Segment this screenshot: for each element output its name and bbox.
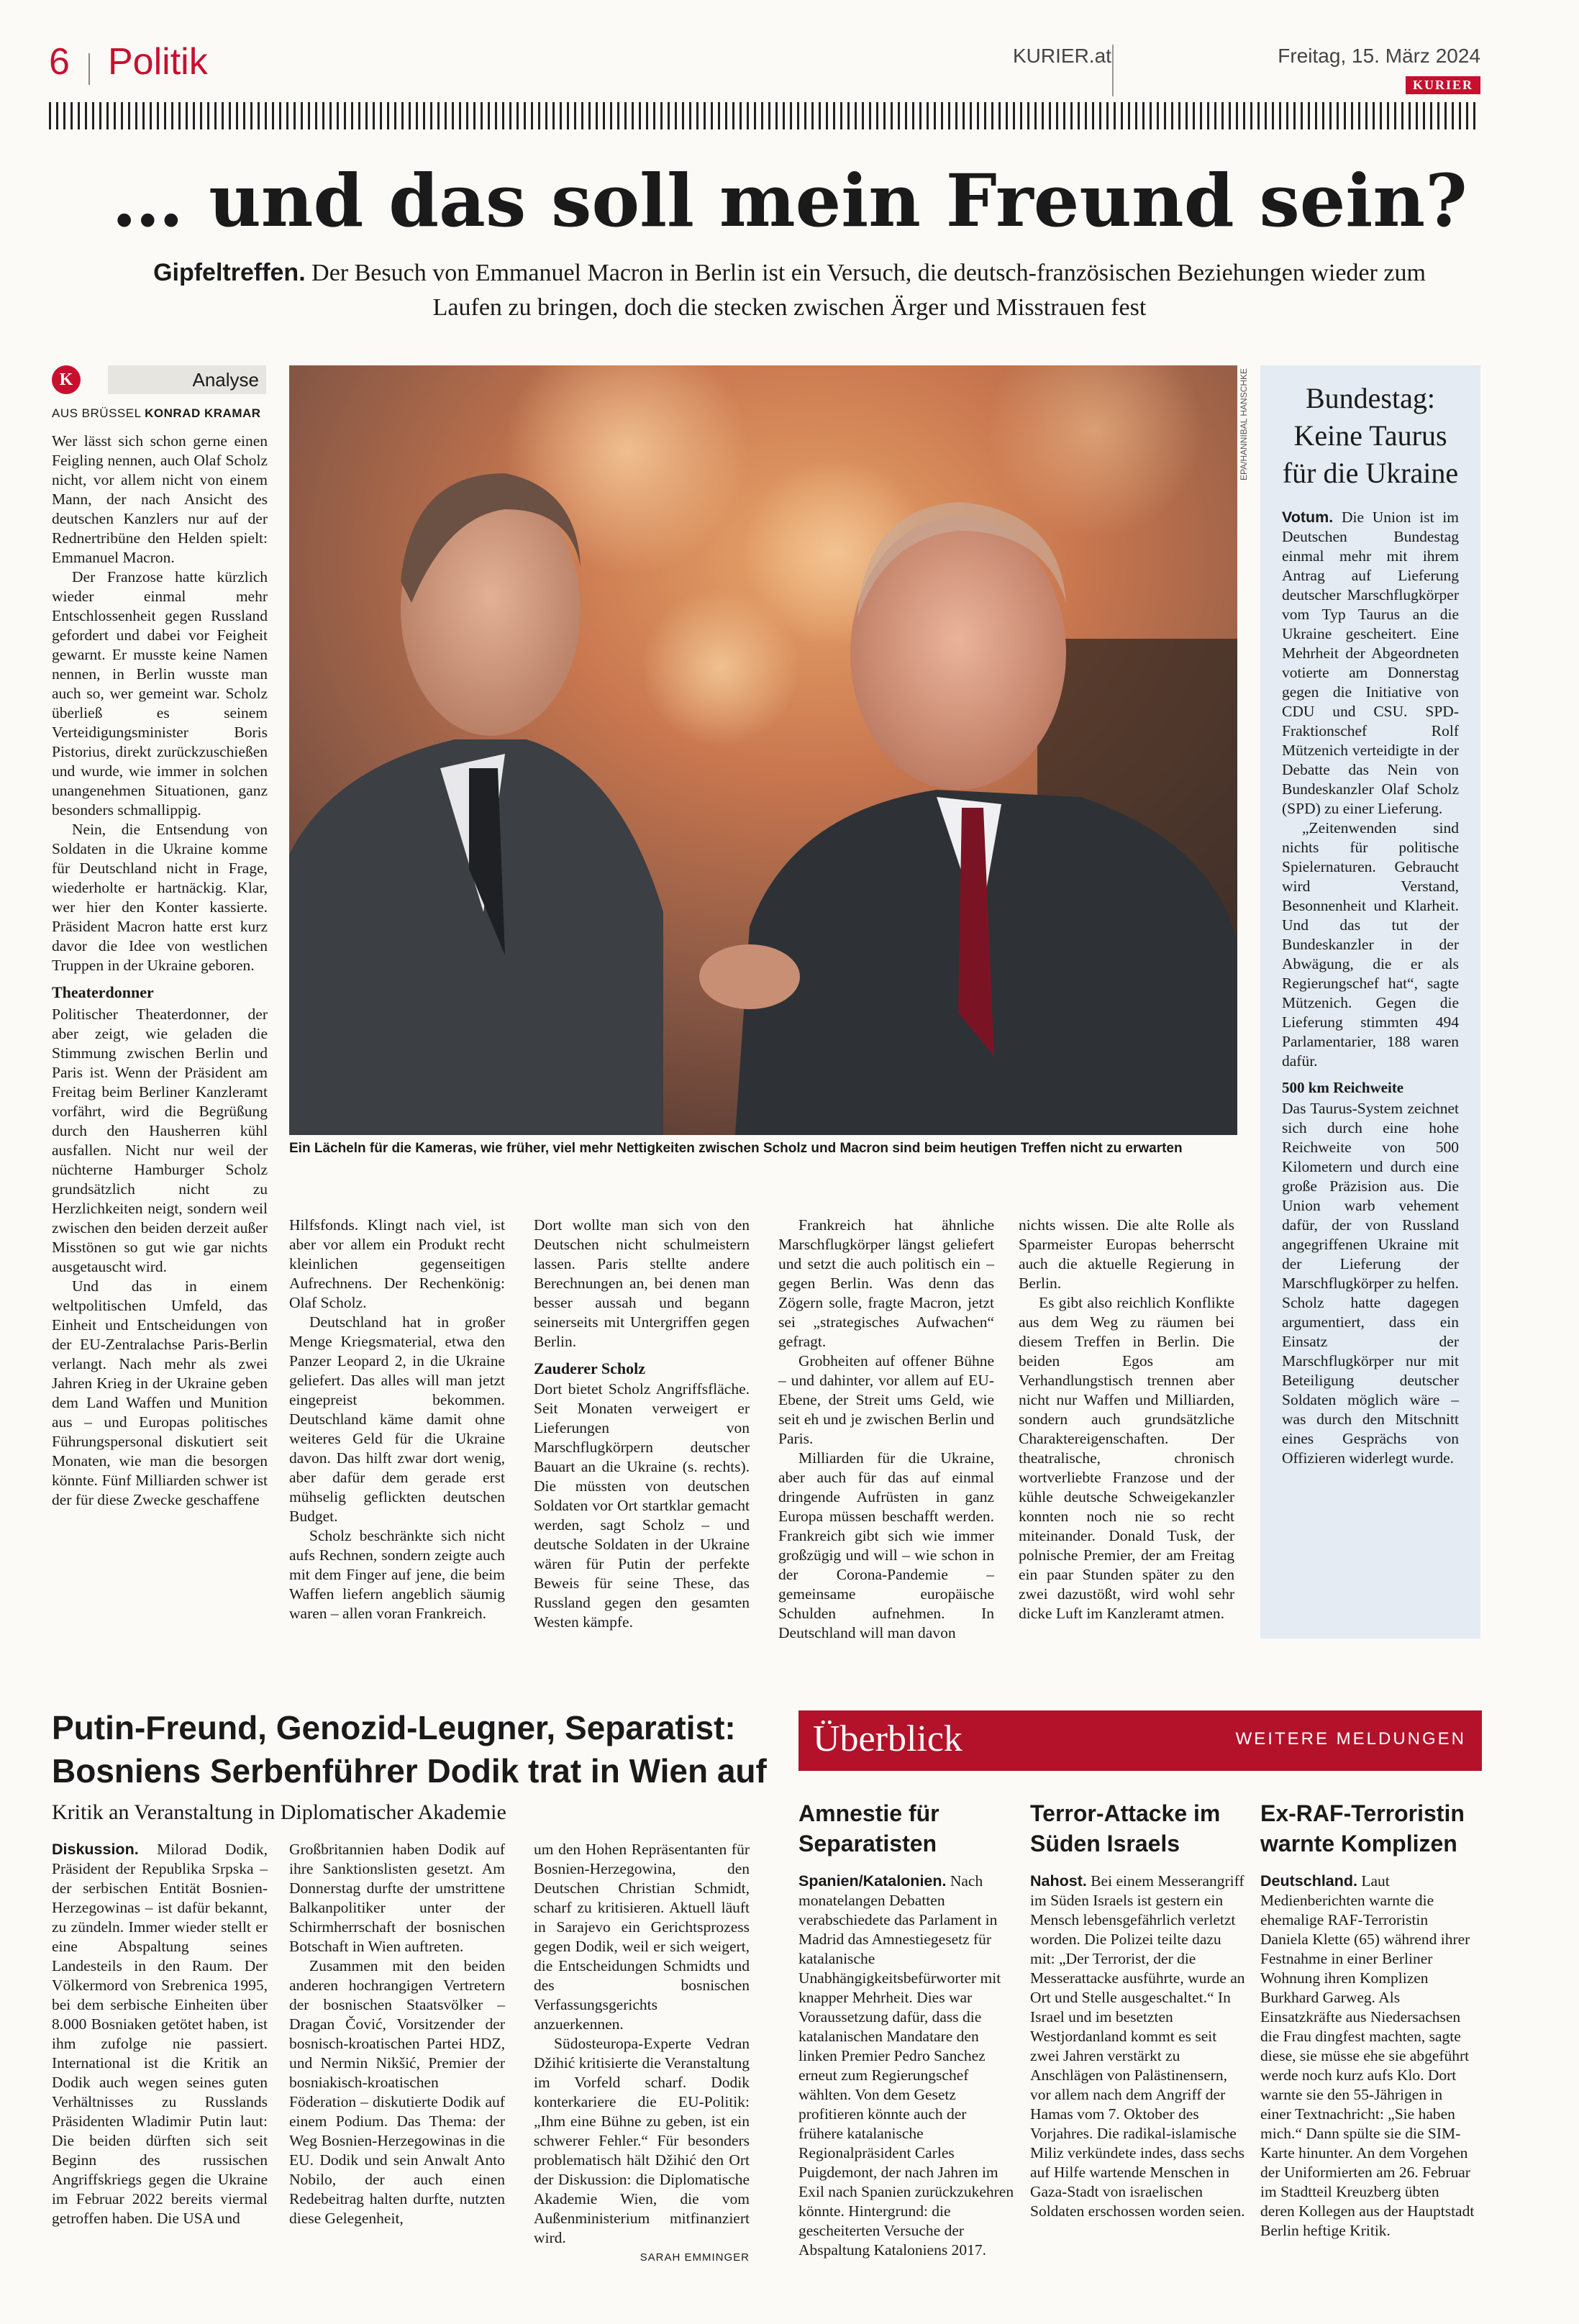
news-brief-body: Nach monatelangen Debatten verabschiedete das Parlament in Madrid das Amnestiegesetz für katalanische Unabhängigkeitsbefürworter mit knapper Mehrheit. Dies war Voraussetzung dafür, dass die katalanischen Mandatare den linken Premier Pedro Sanchez erneut zum Regierungschef wählten. Von dem Gesetz profitieren könnte auch der frühere katalanische Regionalpräsident Carles Puigdemont, der nach Jahren im Exil nach Spanien zurückzukehren könnte. Hintergrund: die gescheiterten Versuche der Abspaltung Kataloniens 2017. — [798, 1872, 1014, 2259]
sidebar-box — [1260, 365, 1480, 1639]
issue-date: Freitag, 15. März 2024 — [1278, 45, 1480, 67]
article-paragraph: Scholz beschränkte sich nicht aufs Rechnen, sondern zeigte auch mit dem Finger auf jene, die beim Waffen liefern angeblich säumig waren – allen voran Frankreich. — [289, 1527, 505, 1622]
article-paragraph: Und das in einem weltpolitischen Umfeld, das Einheit und Entscheidungen von der EU-Zentralachse Paris-Berlin verlangt. Nach mehr als zwei Jahren Krieg in der Ukraine geben dem Land Waffen und Munition aus – und Europas politisches Führungspersonal diskutiert seit Monaten, wie man die besorgen könnte. Fünf Milliarden schwer ist der für diese Zwecke geschaffene — [52, 1277, 268, 1508]
news-brief-headline: Amnestie für Separatisten — [798, 1800, 939, 1856]
article-paragraph: Es gibt also reichlich Konflikte aus dem Weg zu räumen bei diesem Treffen in Berlin. Die beiden Egos am Verhandlungstisch trennen aber nicht nur Waffen und Milliarden, sondern auch grundsätzliche Charaktereigenschaften. Der theatralische, chronisch wortverliebte Franzose und der kühle deutsche Schweigekanzler konnten noch nie so recht miteinander. Donald Tusk, der polnische Premier, der am Freitag ein paar Stunden später zu den zwei dazustößt, wird wohl sehr dicke Luft im Kanzleramt atmen. — [1019, 1294, 1234, 1622]
bosnia-author: SARAH EMMINGER — [640, 2251, 750, 2264]
bosnia-paragraph: Südosteuropa-Experte Vedran Džihić kritisierte die Veranstaltung im Vorfeld scharf. Dodik konterkariere die EU-Politik: „Ihm eine Bühne zu geben, ist ein schwerer Fehler.“ Für besonders problematisch hält Džihić den Ort der Diskussion: die Diplomatische Akademie Wien, die vom Außenministerium mitfinanziert wird. — [534, 2035, 750, 2246]
news-brief-text — [798, 1872, 1014, 2260]
kurier-k-icon: K — [52, 365, 81, 394]
header-tick-rule — [49, 102, 1480, 129]
news-brief — [1260, 1798, 1476, 2241]
bosnia-headline-line: Putin-Freund, Genozid-Leugner, Separatist: — [52, 1709, 736, 1746]
sidebar-lead: Votum. — [1282, 509, 1334, 526]
news-brief-text — [1030, 1872, 1246, 2221]
news-brief — [798, 1798, 1014, 2260]
sidebar-subheading: 500 km Reichweite — [1282, 1079, 1404, 1096]
byline — [52, 406, 261, 421]
article-paragraph: Deutschland hat in großer Menge Kriegsmaterial, etwa den Panzer Leopard 2, in die Ukraine geliefert. Das alles will man jetzt eingepreist bekommen. Deutschland käme damit ohne weiteres Geld für die Ukraine davon. Das hilft zwar dort wenig, aber dafür dem gerade erst mühselig geflickten deutschen Budget. — [289, 1313, 505, 1525]
page-number-divider — [88, 53, 90, 85]
page-header — [49, 40, 1480, 134]
article-paragraph: Grobheiten auf offener Bühne – und dahinter, vor allem auf EU-Ebene, der Streit ums Geld, wie seit eh und je zwischen Berlin und Paris. — [778, 1352, 994, 1447]
article-paragraph: nichts wissen. Die alte Rolle als Sparmeister Europas beherrscht auch die aktuelle Regierung in Berlin. — [1019, 1216, 1234, 1292]
sidebar-title: Bundestag: Keine Taurus für die Ukraine — [1282, 382, 1459, 489]
photo-caption: Ein Lächeln für die Kameras, wie früher, viel mehr Nettigkeiten zwischen Scholz und Macron sind beim heutigen Treffen nicht zu erwarten — [289, 1141, 1183, 1156]
subheading-zauderer: Zauderer Scholz — [534, 1359, 646, 1377]
article-paragraph: Hilfsfonds. Klingt nach viel, ist aber vor allem ein Produkt recht kleinlichen gegenseitigen Aufrechnens. Der Rechenkönig: Olaf Scholz. — [289, 1216, 505, 1311]
article-paragraph: Frankreich hat ähnliche Marschflugkörper längst geliefert und setzt die auch politisch ein – gegen Berlin. Was denn das Zögern solle, fragte Macron, jetzt sei „strategisches Aufwachen“ gefragt. — [778, 1216, 994, 1350]
sidebar-text: Die Union ist im Deutschen Bundestag einmal mehr mit ihrem Antrag auf Lieferung deutscher Marschflugkörper vom Typ Taurus an die Ukraine gescheitert. Eine Mehrheit der Abgeordneten votierte am Donnerstag gegen die Initiative von CDU und CSU. SPD-Fraktionschef Rolf Mützenich verteidigte in der Debatte das Nein von Bundeskanzler Olaf Scholz (SPD) zu einer Lieferung. — [1282, 509, 1459, 817]
article-paragraph: Milliarden für die Ukraine, aber auch für das auf einmal dringende Aufrüsten in ganz Europa müssen beschafft werden. Frankreich gibt sich wie immer großzügig und will – wie schon in der Corona-Pandemie – gemeinsame europäische Schulden aufnehmen. In Deutschland will man davon — [778, 1449, 994, 1641]
subheadline-text: Der Besuch von Emmanuel Macron in Berlin ist ein Versuch, die deutsch-französischen Beziehungen wieder zum Laufen zu bringen, doch die stecken zwischen Ärger und Misstrauen fest — [305, 260, 1426, 321]
news-brief — [1030, 1798, 1246, 2221]
subheadline — [144, 255, 1435, 325]
weitere-meldungen-label: WEITERE MELDUNGEN — [1235, 1729, 1466, 1749]
article-paragraph: Wer lässt sich schon gerne einen Feigling nennen, auch Olaf Scholz nicht, vor allem nicht von einem Mann, der nach Ansicht des deutschen Kanzlers nur auf der Rednertribüne den Helden spielt: Emmanuel Macron. — [52, 432, 268, 566]
ueberblick-bar — [798, 1710, 1482, 1771]
bosnia-headline — [52, 1706, 771, 1792]
bosnia-paragraph: Zusammen mit den beiden anderen hochrangigen Vertretern der bosnischen Staatsvölker – Dragan Čović, Vorsitzender der bosnisch-kroatischen Partei HDZ, und Nermin Nikšić, Premier der bosniakisch-kroatischen Föderation – diskutierte Dodik auf einem Podium. Das Thema: der Weg Bosnien-Herzegowinas in die EU. Dodik und sein Anwalt Anto Nobilo, der auch einen Redebeitrag halten durfte, nutzten diese Gelegenheit, — [289, 1957, 505, 2227]
analyse-label: Analyse — [108, 365, 266, 394]
article-column-1b — [52, 1005, 268, 1510]
section-title: Politik — [108, 41, 208, 83]
article-paragraph: Der Franzose hatte kürzlich wieder einmal mehr Entschlossenheit gegen Russland gefordert und dabei vor Feigheit gewarnt. Er musste keine Namen nennen, in Berlin wusste man auch so, wer gemeint war. Scholz überließ es seinem Verteidigungsminister Boris Pistorius, direkt zurückzuschießen und wurde, wie immer in solchen unangenehmen Situationen, ganz besonders schmallippig. — [52, 568, 268, 819]
photo-credit: EPA/HANNIBAL HANSCHKE — [1239, 368, 1249, 480]
bosnia-paragraph: um den Hohen Repräsentanten für Bosnien-Herzegowina, den Deutschen Christian Schmidt, scharf zu kritisieren. Aktuell läuft in Sarajevo ein Gerichtsprozess gegen Dodik, weil er sich weigert, die Entscheidungen Schmidts und des bosnischen Verfassungsgerichts anzuerkennen. — [534, 1841, 750, 2033]
bosnia-column-3 — [534, 1840, 750, 2267]
news-brief-body: Bei einem Messerangriff im Süden Israels ist gestern ein Mensch lebensgefährlich verletzt worden. Die Polizei teilte dazu mit: „Der Terrorist, der die Messerattacke ausführte, wurde an Ort und Stelle ausgeschaltet.“ In Israel und im besetzten Westjordanland kommt es seit zwei Jahren verstärkt zu Anschlägen von Palästinensern, vor allem nach dem Angriff der Hamas vom 7. Oktober des Vorjahres. Die radikal-islamische Miliz verkündete indes, dass sechs auf Hilfe wartende Menschen in Gaza-Stadt von israelischen Soldaten erschossen worden seien. — [1030, 1872, 1245, 2220]
bosnia-deck: Kritik an Veranstaltung in Diplomatischer Akademie — [52, 1800, 506, 1824]
page-number: 6 — [49, 41, 70, 83]
article-column-5 — [1019, 1216, 1234, 1623]
news-brief-lead: Spanien/Katalonien. — [798, 1872, 947, 1890]
header-divider — [1112, 45, 1114, 96]
bosnia-paragraph — [52, 1840, 268, 2228]
brand-logo: KURIER — [1406, 76, 1480, 94]
sidebar-paragraph — [1282, 508, 1459, 819]
news-brief-headline: Ex-RAF-Terroristin warnte Komplizen — [1260, 1800, 1465, 1856]
site-url: KURIER.at — [1013, 45, 1111, 67]
sidebar-paragraph: „Zeitenwenden sind nichts für politische Spielernaturen. Gebraucht wird Verstand, Besonnenheit und Klarheit. Und das tut der Bundeskanzler in der Abwägung, die er als Regierungschef hat“, sagte Mützenich. Gegen die Lieferung stimmten 494 Parlamentarier, 188 waren dafür. — [1282, 819, 1459, 1070]
bosnia-headline-line: Bosniens Serbenführer Dodik trat in Wien auf — [52, 1752, 767, 1790]
news-brief-text — [1260, 1872, 1476, 2241]
article-column-4 — [778, 1216, 994, 1643]
headline: … und das soll mein Freund sein? — [112, 158, 1467, 243]
byline-author: KONRAD KRAMAR — [145, 406, 261, 420]
byline-place: AUS BRÜSSEL — [52, 406, 141, 420]
ueberblick-title: Überblick — [813, 1718, 963, 1759]
photo-scholz-macron — [289, 365, 1237, 1135]
sidebar-paragraph: Das Taurus-System zeichnet sich durch eine hohe Reichweite von 500 Kilometern und durch eine große Präzision aus. Die Union warb vehement dafür, der von Russland angegriffenen Ukraine mit der Lieferung der Marschflugkörper zu helfen. Scholz hatte dagegen argumentiert, dass ein Einsatz der Marschflugkörper nur mit Beteiligung deutscher Soldaten möglich wäre – was durch den Mitschnitt eines Gesprächs von Offizieren widerlegt wurde. — [1282, 1100, 1459, 1467]
article-column-2 — [289, 1216, 505, 1623]
news-brief-lead: Nahost. — [1030, 1872, 1087, 1890]
bosnia-column-1 — [52, 1840, 268, 2228]
news-brief-headline: Terror-Attacke im Süden Israels — [1030, 1800, 1221, 1856]
bosnia-text: Milorad Dodik, Präsident der Republika Srpska – der serbischen Entität Bosnien-Herzegowinas – ist dafür bekannt, zu zündeln. Immer wieder stellt er eine Abspaltung seines Landesteils in den Raum. Der Völkermord von Srebrenica 1995, bei dem serbische Einheiten über 8.000 Bosniaken getötet haben, ist ihm zufolge nie passiert. International ist die Kritik an Dodik auch wegen seines guten Verhältnisses zu Russlands Präsidenten Wladimir Putin laut: Die beiden dürften sich seit Beginn des russischen Angriffskriegs gegen die Ukraine im Februar 2022 bereits viermal getroffen haben. Die USA und — [52, 1841, 268, 2227]
subheadline-lead: Gipfeltreffen. — [153, 259, 306, 286]
bosnia-lead: Diskussion. — [52, 1841, 139, 1858]
article-paragraph: Nein, die Entsendung von Soldaten in die Ukraine komme für Deutschland nicht in Frage, wiederholte er hartnäckig. Klar, wer hier den Konter kassierte. Präsident Macron hatte erst kurz davor die Idee von westlichen Truppen in der Ukraine geboren. — [52, 821, 268, 974]
bosnia-column-2 — [289, 1840, 505, 2228]
article-paragraph: Politischer Theaterdonner, der aber zeigt, wie geladen die Stimmung zwischen Berlin und Paris ist. Wenn der Präsident am Freitag beim Berliner Kanzleramt vorfährt, wird die Begrüßung durch den Hausherren kühl ausfallen. Nicht nur weil der nüchterne Hamburger Scholz grundsätzlich nicht zu Herzlichkeiten neigt, sondern weil zwischen den beiden derzeit außer Misstönen so gut wie gar nichts ausgetauscht wird. — [52, 1006, 268, 1275]
bosnia-paragraph: Großbritannien haben Dodik auf ihre Sanktionslisten gesetzt. Am Donnerstag durfte der umstrittene Balkanpolitiker unter der Schirmherrschaft der bosnischen Botschaft in Wien auftreten. — [289, 1841, 505, 1955]
article-column-3 — [534, 1216, 750, 1632]
news-brief-body: Laut Medienberichten warnte die ehemalige RAF-Terroristin Daniela Klette (65) während ihrer Festnahme in einer Berliner Wohnung ihren Komplizen Burkhard Garweg. Als Einsatzkräfte aus Niedersachsen die Frau dingfest machten, sagte diese, sie müsse ehe sie abgeführt werde noch kurz aufs Klo. Dort warnte sie den 55-Jährigen in einer Textnachricht: „Sie haben mich.“ Dann spülte sie die SIM-Karte hinunter. An dem Vorgehen der Uniformierten am 26. Februar im Stadtteil Kreuzberg übten deren Kollegen aus der Hauptstadt Berlin heftige Kritik. — [1260, 1872, 1475, 2239]
article-column-1 — [52, 432, 268, 1003]
article-paragraph: Dort wollte man sich von den Deutschen nicht schulmeistern lassen. Paris stellte andere Berechnungen an, bei denen man besser aussah und begann seinerseits mit Untergriffen gegen Berlin. — [534, 1216, 750, 1350]
article-paragraph: Dort bietet Scholz Angriffsfläche. Seit Monaten verweigert er Lieferungen von Marschflugkörpern deutscher Bauart an die Ukraine (s. rechts). Die müssten von deutschen Soldaten vor Ort startklar gemacht werden, sagt Scholz – und deutsche Soldaten in der Ukraine wären für Putin der perfekte Beweis für seine These, das Russland gegen den gesamten Westen kämpfe. — [534, 1380, 750, 1631]
subheading-theaterdonner: Theaterdonner — [52, 983, 154, 1001]
news-brief-lead: Deutschland. — [1260, 1872, 1357, 1890]
